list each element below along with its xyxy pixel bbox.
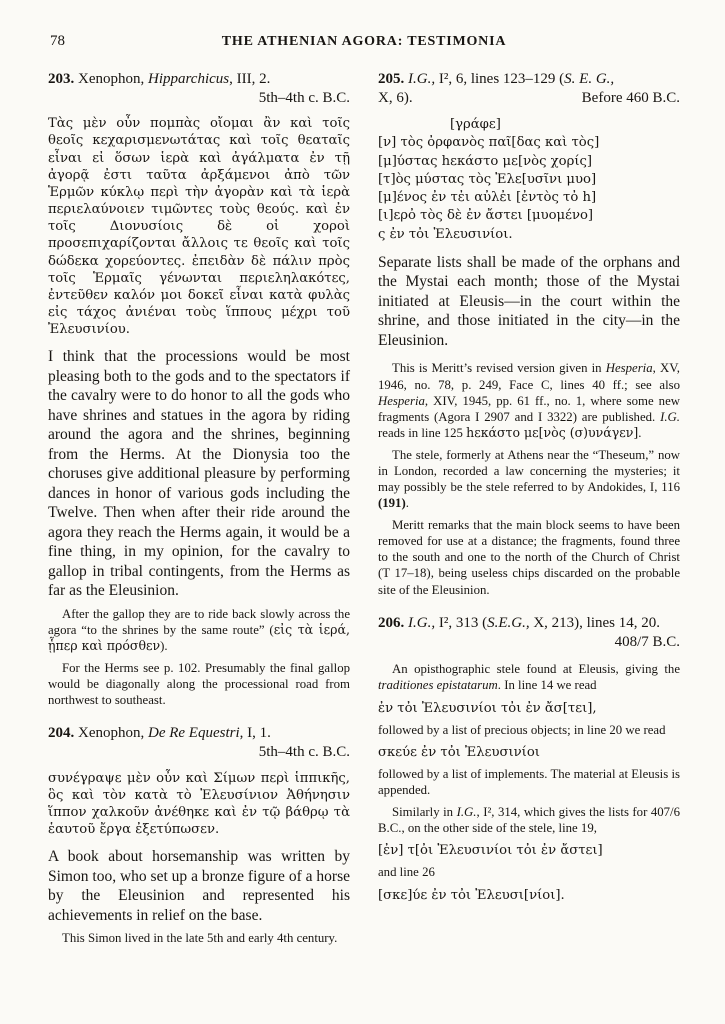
note-segment: , XIV, 1945, pp. 61 ff., no. 1, where some new fragments (Agora I 2907 and I 3322) are published. bbox=[378, 393, 680, 425]
citation-segment: Xenophon, bbox=[74, 725, 148, 742]
entry-203 bbox=[48, 70, 350, 708]
note-segment: . In line 14 we read bbox=[497, 678, 597, 693]
entry-206-citation bbox=[378, 614, 680, 633]
entry-206-paragraph-1 bbox=[378, 661, 680, 694]
citation-segment: , I, 1. bbox=[239, 725, 271, 742]
journal-title: Hesperia bbox=[605, 361, 653, 376]
inscription-line: [ν] τὸς ὀρφανὸς παῖ[δας καὶ τὸς] bbox=[378, 135, 600, 151]
citation-abbrev: I.G., bbox=[404, 614, 436, 631]
note-segment: reads in line 125 bbox=[378, 426, 467, 441]
citation-segment: X, 213), lines 14, 20. bbox=[529, 614, 660, 631]
entry-203-citation bbox=[48, 70, 350, 89]
latin-term: traditiones epistatarum bbox=[378, 678, 498, 693]
entry-205-note-1 bbox=[378, 360, 680, 441]
citation-segment: , III, 2. bbox=[229, 71, 271, 87]
entry-203-date: 5th–4th c. B.C. bbox=[258, 89, 350, 106]
inscription-line: [γράφε] bbox=[450, 117, 501, 133]
entry-206-paragraph-3: followed by a list of implements. The material at Eleusis is appended. bbox=[378, 767, 680, 798]
entry-203-note-2: For the Herms see p. 102. Presumably the final gallop would be diagonally along the processional road from northwest to southeast. bbox=[48, 660, 350, 708]
citation-abbrev: I.G. bbox=[660, 410, 680, 425]
citation-abbrev: S. E. G., bbox=[564, 71, 615, 87]
inscription-line: [τ]ὸς μύστας τὸς Ἐλε[υσῖνι μυο] bbox=[378, 171, 597, 187]
entry-205-note-3: Meritt remarks that the main block seems to have been removed for use at a distance; the fragments, found three to the south and one to the north of the Church of Christ (T 17–18), being useless chips discarded on the probable site of the Eleusinion. bbox=[378, 517, 680, 597]
entry-206-number: 206. bbox=[378, 614, 405, 631]
entry-205-date-line bbox=[378, 89, 680, 109]
entry-206-greek-quote-4: [σκε]ύε ἐν τὀι Ἐλευσι[νίοι]. bbox=[378, 887, 565, 903]
journal-title: Hesperia bbox=[378, 393, 425, 408]
citation-abbrev: I.G., bbox=[404, 71, 436, 87]
inscription-line: [μ]ένος ἐν τἐι αὐλἐι [ἐντὸς τὀ h] bbox=[378, 190, 597, 206]
citation-continuation: X, 6). bbox=[378, 89, 413, 106]
entry-206-greek-quote-3: [ἐν] τ[ὀι Ἐλευσινίοι τὀι ἐν ἄστει] bbox=[378, 843, 603, 859]
note-segment: This is Meritt’s revised version given in bbox=[392, 361, 606, 376]
entry-203-number: 203. bbox=[48, 71, 75, 87]
entry-205-date: Before 460 B.C. bbox=[581, 89, 680, 106]
running-title: THE ATHENIAN AGORA: TESTIMONIA bbox=[221, 34, 507, 49]
note-segment: ). bbox=[160, 639, 168, 654]
entry-206-paragraph-4 bbox=[378, 804, 680, 837]
note-segment: After the gallop they are to ride back slowly across the agora “to the shrines by the same route” ( bbox=[48, 606, 350, 638]
right-column bbox=[378, 70, 680, 920]
entry-204-note-1: This Simon lived in the late 5th and early 4th century. bbox=[62, 931, 338, 946]
inscription-line: [ι]ερὀ τὸς δὲ ἐν ἄστει [μυομένο] bbox=[378, 208, 594, 224]
citation-abbrev: I.G. bbox=[456, 804, 477, 819]
entry-206-greek-quote-2: σκεύε ἐν τὀι Ἐλευσινίοι bbox=[378, 745, 540, 761]
note-segment: , XV, 1946, no. 78, p. 249, Face C, lines 40 ff.; see also bbox=[378, 361, 680, 392]
entry-206 bbox=[378, 614, 680, 904]
note-segment: . bbox=[405, 496, 409, 511]
citation-abbrev: S.E.G., bbox=[487, 614, 530, 631]
note-greek-quote: εἰς τὰ ἱερά, ᾗπερ καὶ πρόσθεν bbox=[48, 622, 350, 654]
entry-205-note-2 bbox=[378, 447, 680, 512]
inscription-line: ς ἐν τὀι Ἐλευσινίοι. bbox=[378, 226, 513, 242]
entry-204-citation bbox=[48, 724, 350, 743]
cross-reference-bold: (191) bbox=[378, 496, 406, 511]
inscription-line: [μ]ύστας hεκάστο με[νὸς χορίς] bbox=[378, 153, 593, 169]
note-segment: . bbox=[638, 426, 642, 441]
page-header bbox=[48, 32, 680, 52]
entry-205 bbox=[378, 70, 680, 598]
entry-204-number: 204. bbox=[48, 725, 75, 742]
citation-segment: I², 313 ( bbox=[435, 614, 488, 631]
entry-205-translation: Separate lists shall be made of the orphans and the Mystai each month; those of the Mystai initiated at Eleusis—in the court within the shrine, and those initiated in the city—in the Eleusinion. bbox=[378, 253, 680, 349]
entry-204 bbox=[48, 724, 350, 946]
entry-205-inscription bbox=[378, 116, 680, 244]
two-column-layout bbox=[48, 70, 680, 963]
entry-205-citation bbox=[378, 70, 680, 89]
entry-204-date: 5th–4th c. B.C. bbox=[258, 744, 350, 761]
entry-206-date: 408/7 B.C. bbox=[614, 633, 680, 650]
work-title: Hipparchicus bbox=[148, 71, 230, 87]
note-segment: The stele, formerly at Athens near the “Theseum,” now in London, recorded a law concerning the mysteries; it may possibly be the stele referred to by Andokides, I, 116 bbox=[378, 447, 680, 495]
entry-203-greek-text: Τὰς μὲν οὖν πομπὰς οἴομαι ἂν καὶ τοῖς θεοῖς κεχαρισμενωτάτας καὶ τοῖς θεαταῖς εἶναι εἰ ὅσων ἱερὰ καὶ ἀγάλματα ἐν τῇ ἀγορᾷ ἐστι ταῦτα ἀρξάμενοι ἀπὸ τῶν Ἑρμῶν κύκλῳ περὶ τὴν ἀγορὰν καὶ τὰ ἱερὰ περιελαύνοιεν τιμῶντες τοὺς θεούς. καὶ ἐν τοῖς Διονυσίοις δὲ οἱ χοροὶ προσεπιχαρίζονται ἄλλοις τε θεοῖς καὶ τοῖς δώδεκα χορεύοντες. ἐπειδὰν δὲ πάλιν πρὸς τοῖς Ἑρμαῖς γένωνται περιεληλακότες, ἐντεῦθεν καλόν μοι δοκεῖ εἶναι κατὰ φυλὰς εἰς τάχος ἀνιέναι τοὺς ἵππους μέχρι τοῦ Ἐλευσινίου. bbox=[48, 116, 350, 338]
note-greek-quote: hεκάστο με[νὸς (σ)υνάγεν] bbox=[466, 425, 639, 441]
note-segment: , I², 314, which gives the lists for 407/6 B.C., on the other side of the stele, line 19, bbox=[378, 804, 680, 835]
entry-203-translation: I think that the processions would be most pleasing both to the gods and to the spectators if the cavalry were to do honor to all the gods who have shrines and statues in the agora by riding around the agora and the shrines, beginning from the Herms. At the Dionysia too the choruses give additional pleasure by performing dances in honor of various gods including the Twelve. Then when after their ride around the agora they reach the Herms again, it would be a fine thing, in my opinion, for the cavalry to gallop in tribal contingents, from the Herms as far as the Eleusinion. bbox=[48, 348, 350, 600]
entry-205-number: 205. bbox=[378, 71, 405, 87]
work-title: De Re Equestri bbox=[148, 725, 240, 742]
citation-segment: Xenophon, bbox=[74, 71, 148, 87]
page-number: 78 bbox=[50, 33, 65, 49]
entry-204-greek-text: συνέγραψε μὲν οὖν καὶ Σίμων περὶ ἱππικῆς, ὃς καὶ τὸν κατὰ τὸ Ἐλευσίνιον Ἀθήνησιν ἵππον χαλκοῦν ἀνέθηκε καὶ ἐν τῷ βάθρῳ τὰ ἑαυτοῦ ἔργα ἐξετύπωσεν. bbox=[48, 770, 350, 838]
note-segment: Similarly in bbox=[392, 804, 457, 819]
entry-206-paragraph-5: and line 26 bbox=[378, 865, 435, 880]
left-column bbox=[48, 70, 350, 963]
entry-203-note-1 bbox=[48, 606, 350, 655]
citation-segment: I², 6, lines 123–129 ( bbox=[435, 71, 565, 87]
entry-206-greek-quote-1: ἐν τὀι Ἐλευσινίοι τὀι ἐν ἄσ[τει], bbox=[378, 700, 597, 716]
entry-204-translation: A book about horsemanship was written by Simon too, who set up a bronze figure of a horse by the Eleusinion and represented his achievements in relief on the base. bbox=[48, 848, 350, 924]
entry-206-paragraph-2: followed by a list of precious objects; in line 20 we read bbox=[378, 722, 666, 737]
note-segment: An opisthographic stele found at Eleusis, giving the bbox=[392, 662, 680, 677]
